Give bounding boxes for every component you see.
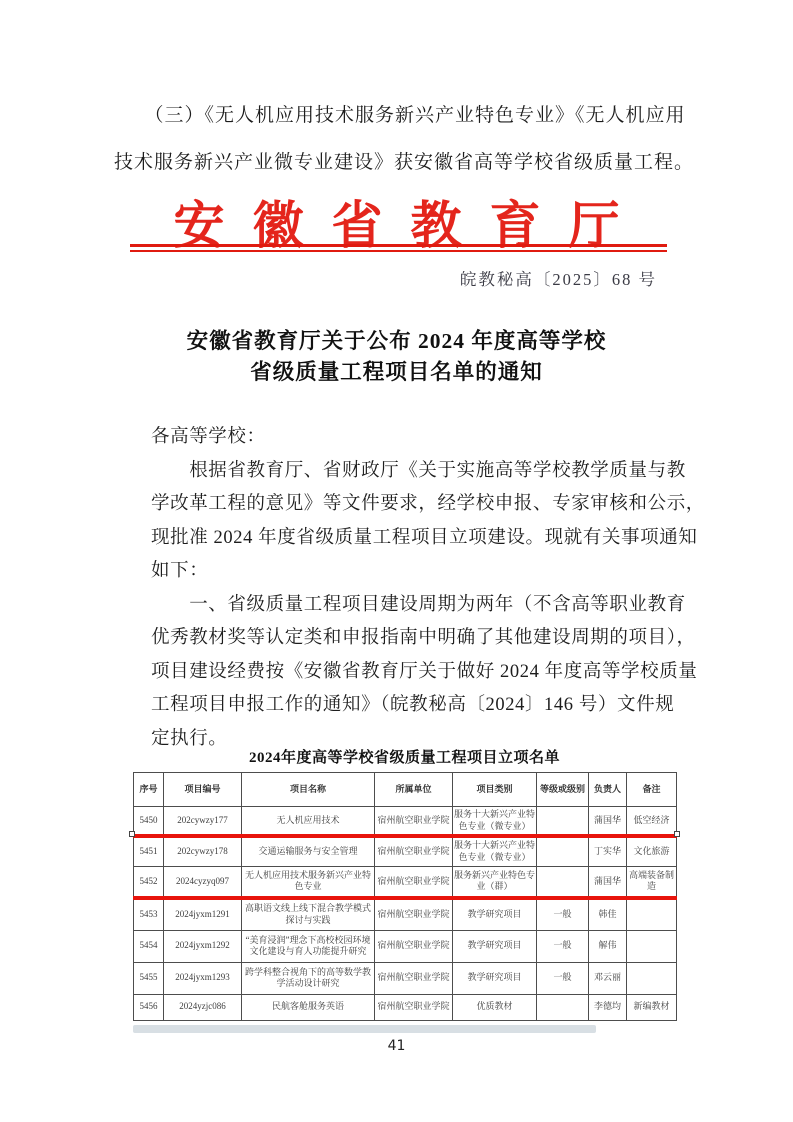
table-cell [537,866,589,898]
body-line: 根据省教育厅、省财政厅《关于实施高等学校教学质量与教 [151,460,686,481]
table-cell: 2024cyzyq097 [164,866,242,898]
table-cell: 蒲国华 [589,866,627,898]
notice-body [151,421,705,756]
table-cell: 2024jyxm1291 [164,898,242,930]
intro-paragraph [114,92,754,186]
table-cell: 一般 [537,930,589,962]
table-cell: 5451 [134,836,164,866]
table-cell: 5450 [134,807,164,837]
annotation-handle[interactable] [129,831,135,837]
annotation-handle[interactable] [674,831,680,837]
table-cell: 文化旅游 [627,836,677,866]
table-cell: 宿州航空职业学院 [375,994,453,1020]
table-cell: 一般 [537,898,589,930]
table-row [134,930,677,962]
table-cell: 5452 [134,866,164,898]
table-cell [627,930,677,962]
table-cell: 宿州航空职业学院 [375,930,453,962]
table-cell: 2024yzjc086 [164,994,242,1020]
intro-line: （三）《无人机应用技术服务新兴产业特色专业》《无人机应用 [114,105,686,126]
table-cell [537,994,589,1020]
table-cell: 服务十大新兴产业特色专业（微专业） [453,807,537,837]
body-line: 定执行。 [151,728,228,749]
table-cell: 2024jyxm1292 [164,930,242,962]
table-cell: 宿州航空职业学院 [375,866,453,898]
table-cell: 无人机应用技术服务新兴产业特色专业 [242,866,375,898]
table-row [134,898,677,930]
table-cell: 5455 [134,962,164,994]
table-cell: 民航客舱服务英语 [242,994,375,1020]
body-line: 项目建设经费按《安徽省教育厅关于做好 2024 年度高等学校质量 [151,661,698,682]
column-header: 备注 [627,773,677,807]
column-header: 负责人 [589,773,627,807]
table-cell: 服务十大新兴产业特色专业（微专业） [453,836,537,866]
table-row [134,962,677,994]
table-cell [627,898,677,930]
table-cell: 韩佳 [589,898,627,930]
letterhead-rule [130,244,667,252]
table-cell [537,807,589,837]
table-header-row [134,773,677,807]
table-cell: 新编教材 [627,994,677,1020]
table-cell: 跨学科整合视角下的高等数学教学活动设计研究 [242,962,375,994]
table-title: 2024年度高等学校省级质量工程项目立项名单 [248,750,560,766]
column-header: 所属单位 [375,773,453,807]
table-wrap [133,772,676,1021]
column-header: 项目类别 [453,773,537,807]
table-cell: 宿州航空职业学院 [375,807,453,837]
table-cell: 教学研究项目 [453,962,537,994]
body-line: 如下： [151,561,209,581]
body-line: 现批准 2024 年度省级质量工程项目立项建设。现就有关事项通知 [151,527,698,548]
page-number: 41 [387,1038,406,1054]
table-cell: 宿州航空职业学院 [375,898,453,930]
notice-title-line: 省级质量工程项目名单的通知 [250,360,543,384]
column-header: 序号 [134,773,164,807]
table-cell: 无人机应用技术 [242,807,375,837]
body-line: 一、省级质量工程项目建设周期为两年（不含高等职业教育 [151,594,686,615]
table-cell: 低空经济 [627,807,677,837]
project-table [133,772,677,1021]
agency-letterhead: 安徽省教育厅 [173,199,648,255]
table-cell: 高职语文线上线下混合教学模式探讨与实践 [242,898,375,930]
body-line: 学改革工程的意见》等文件要求，经学校申报、专家审核和公示， [151,494,705,514]
notice-title [0,326,793,388]
table-cell: 一般 [537,962,589,994]
table-cell: 交通运输服务与安全管理 [242,836,375,866]
table-cell: 邓云丽 [589,962,627,994]
document-number: 皖教秘高〔2025〕68 号 [459,270,657,289]
table-cell: 李德均 [589,994,627,1020]
horizontal-scrollbar[interactable] [133,1025,596,1033]
body-line: 优秀教材奖等认定类和申报指南中明确了其他建设周期的项目）， [151,628,696,648]
table-cell: 5456 [134,994,164,1020]
project-table-block [133,746,676,1033]
table-row [134,866,677,898]
notice-title-line: 安徽省教育厅关于公布 2024 年度高等学校 [186,329,607,353]
table-cell [537,836,589,866]
table-cell: 5454 [134,930,164,962]
column-header: 项目名称 [242,773,375,807]
table-cell: 高端装备制造 [627,866,677,898]
body-line: 工程项目申报工作的通知》（皖教秘高〔2024〕146 号）文件规 [151,695,675,715]
table-cell: 蒲国华 [589,807,627,837]
intro-line: 技术服务新兴产业微专业建设》获安徽省高等学校省级质量工程。 [114,152,695,173]
table-cell: 2024jyxm1293 [164,962,242,994]
column-header: 项目编号 [164,773,242,807]
table-cell: “美育浸润”理念下高校校园环境文化建设与育人功能提升研究 [242,930,375,962]
table-cell: 宿州航空职业学院 [375,962,453,994]
table-cell: 服务新兴产业特色专业（群） [453,866,537,898]
table-cell: 解伟 [589,930,627,962]
table-cell: 教学研究项目 [453,898,537,930]
body-line: 各高等学校： [151,427,266,447]
table-cell: 优质教材 [453,994,537,1020]
table-cell: 宿州航空职业学院 [375,836,453,866]
table-row [134,994,677,1020]
column-header: 等级或级别 [537,773,589,807]
table-cell: 教学研究项目 [453,930,537,962]
table-cell: 丁实华 [589,836,627,866]
table-cell [627,962,677,994]
table-row [134,807,677,837]
table-cell: 5453 [134,898,164,930]
table-cell: 202cywzy178 [164,836,242,866]
table-cell: 202cywzy177 [164,807,242,837]
table-row [134,836,677,866]
